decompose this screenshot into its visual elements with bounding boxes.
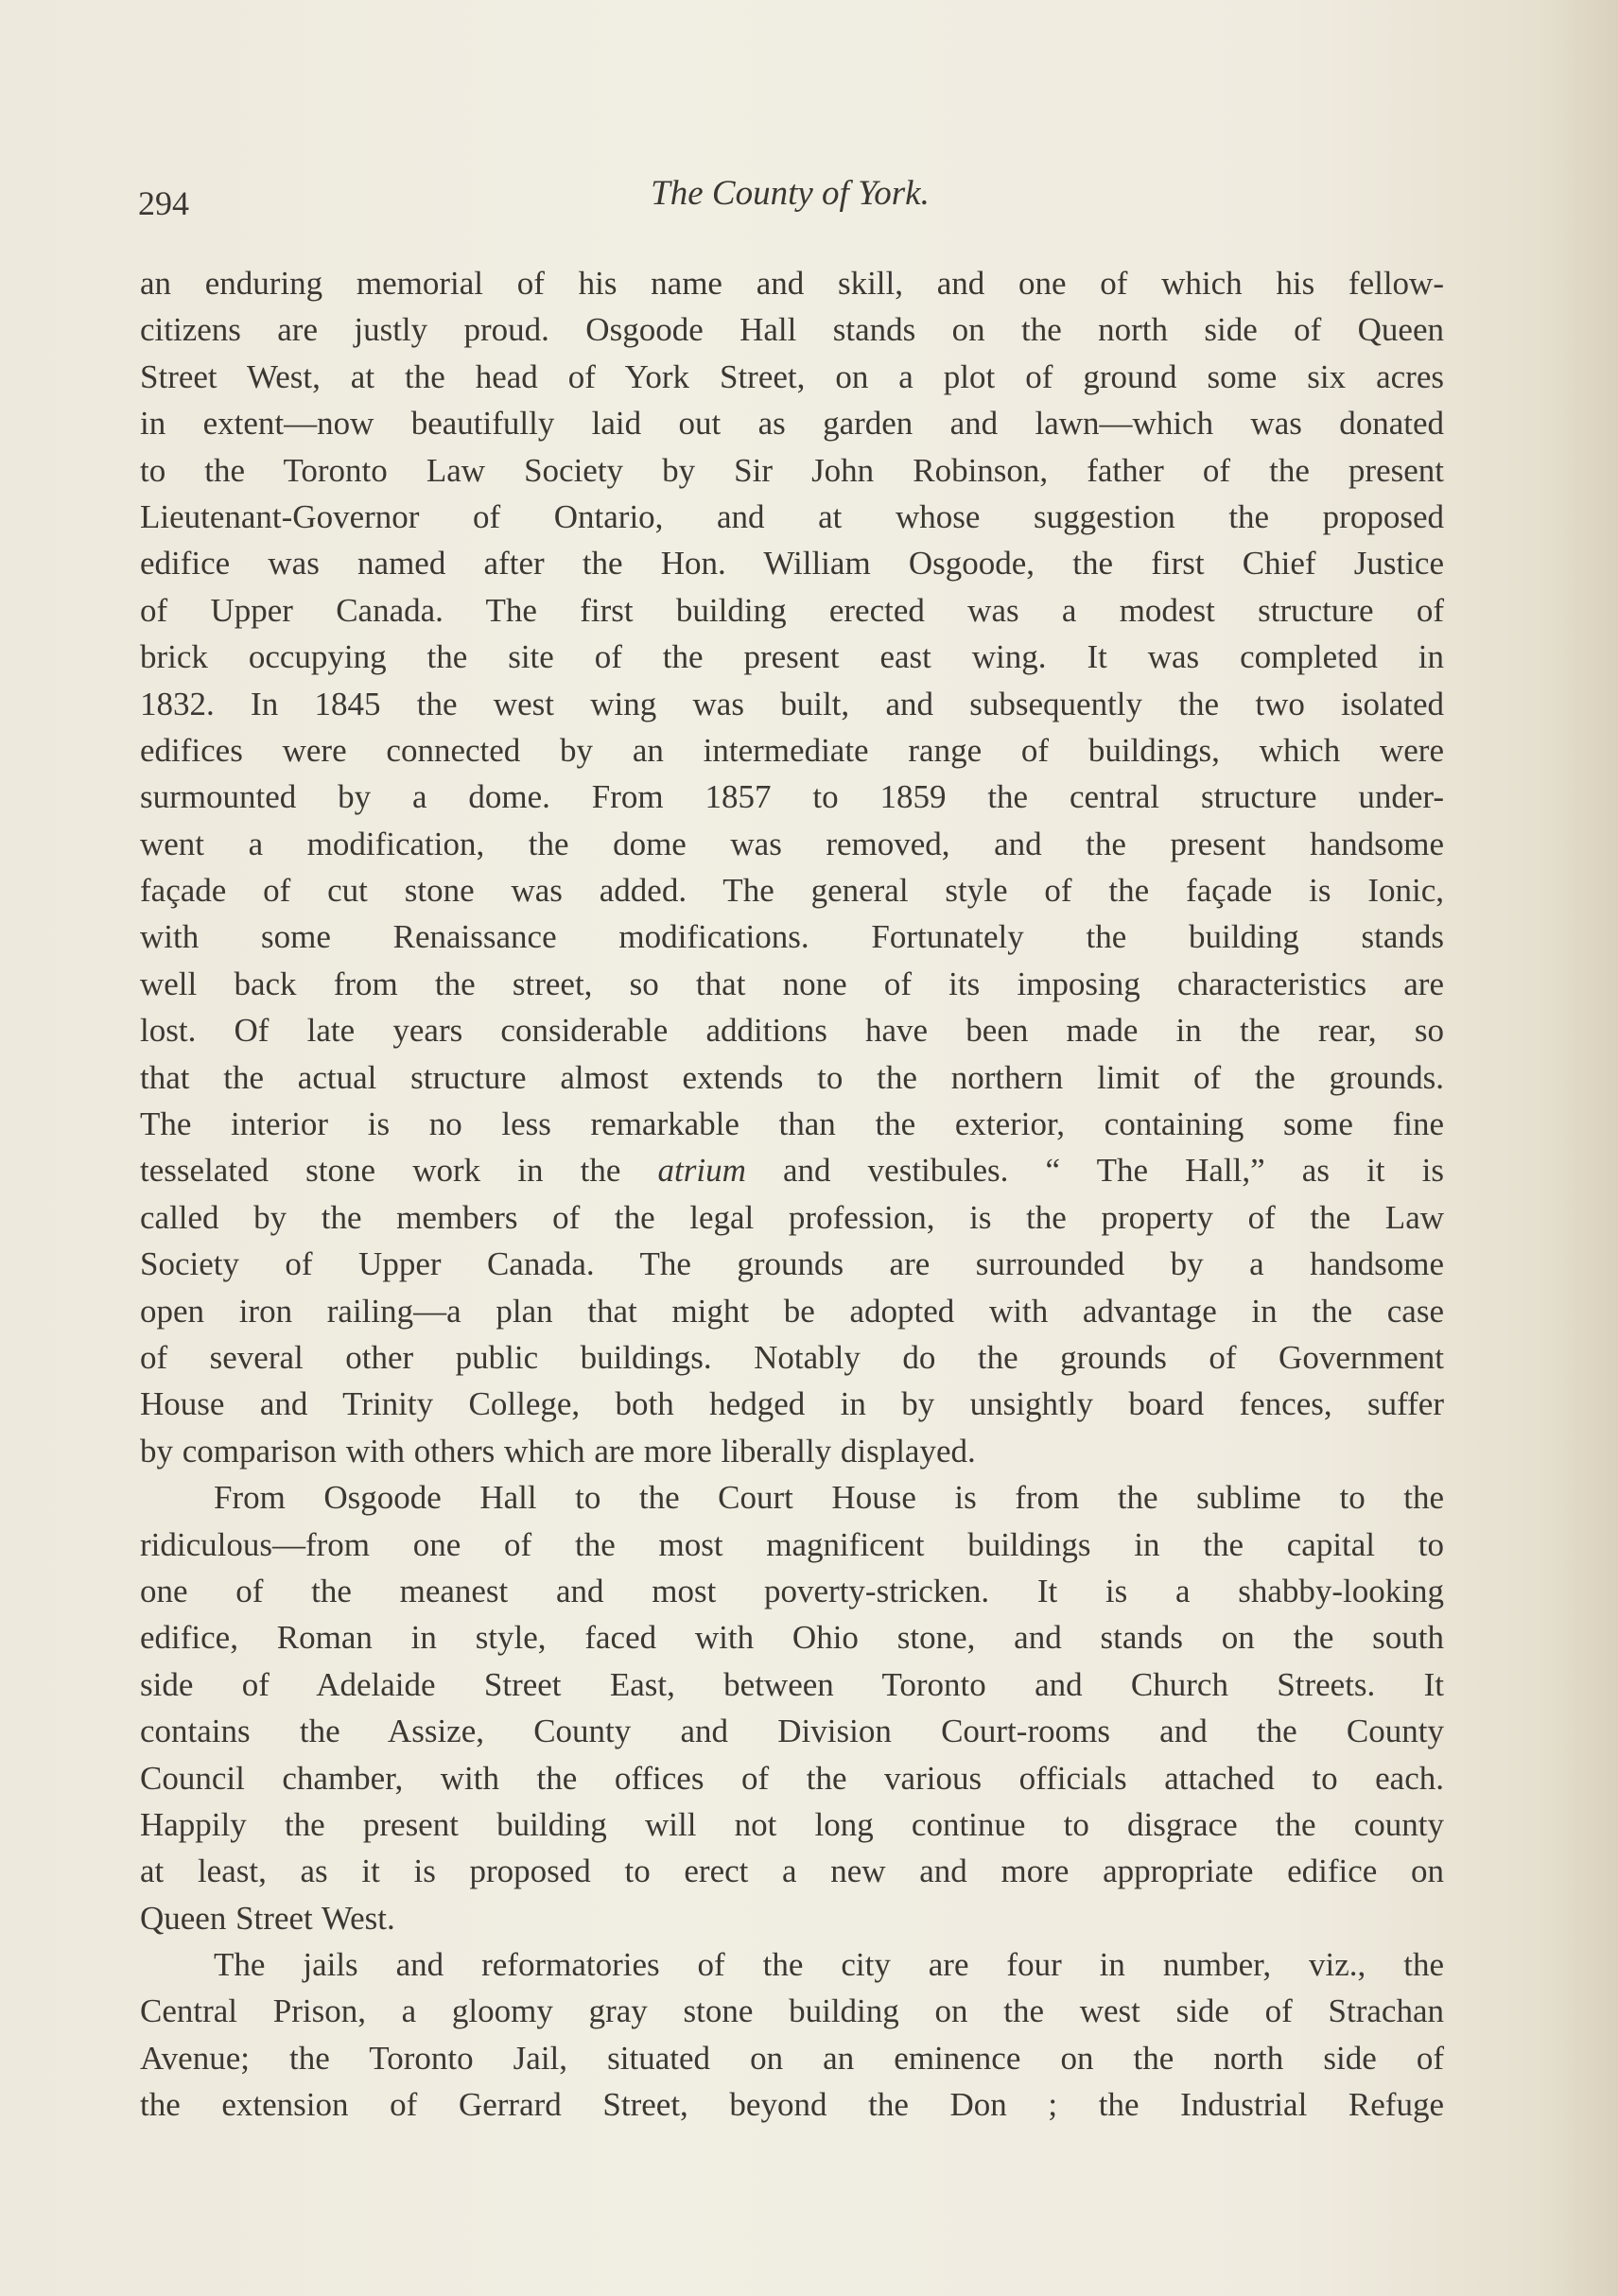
- text-line: Queen Street West.: [140, 1899, 395, 1937]
- text-line: with some Renaissance modifications. Fortunately the building stands: [140, 918, 1444, 956]
- text-line: citizens are justly proud. Osgoode Hall stands on the north side of Queen: [140, 311, 1444, 349]
- text-line: Central Prison, a gloomy gray stone building on the west side of Strachan: [140, 1992, 1444, 2030]
- text-line: of Upper Canada. The first building erected was a modest structure of: [140, 591, 1444, 629]
- text-line: went a modification, the dome was removed, and the present handsome: [140, 825, 1444, 862]
- text-line: an enduring memorial of his name and skill, and one of which his fellow-: [140, 265, 1444, 302]
- text-line: the extension of Gerrard Street, beyond the Don ; the Industrial Refuge: [140, 2086, 1444, 2124]
- text-line: Avenue; the Toronto Jail, situated on an eminence on the north side of: [140, 2039, 1444, 2077]
- text-line: that the actual structure almost extends to the northern limit of the grounds.: [140, 1058, 1444, 1096]
- text-line: Lieutenant-Governor of Ontario, and at whose suggestion the proposed: [140, 497, 1444, 535]
- text-line: 1832. In 1845 the west wing was built, and subsequently the two isolated: [140, 685, 1444, 722]
- text-line: lost. Of late years considerable additions have been made in the rear, so: [140, 1012, 1444, 1050]
- text-line: façade of cut stone was added. The general style of the façade is Ionic,: [140, 872, 1444, 910]
- text-line: contains the Assize, County and Division Court-rooms and the County: [140, 1713, 1444, 1750]
- page-number: 294: [138, 184, 189, 222]
- text-line: Happily the present building will not long continue to disgrace the county: [140, 1805, 1444, 1843]
- text-line: of several other public buildings. Notably do the grounds of Government: [140, 1338, 1444, 1376]
- text-line: open iron railing—a plan that might be adopted with advantage in the case: [140, 1292, 1444, 1330]
- body-text: [140, 260, 1444, 2129]
- text-line: in extent—now beautifully laid out as garden and lawn—which was donated: [140, 405, 1444, 443]
- paragraph: [140, 1941, 1444, 2129]
- text-line: brick occupying the site of the present east wing. It was completed in: [140, 638, 1444, 676]
- text-line: well back from the street, so that none of its imposing characteristics are: [140, 965, 1444, 1002]
- italic-term: atrium: [657, 1152, 746, 1190]
- text-line: Street West, at the head of York Street, on a plot of ground some six acres: [140, 357, 1444, 395]
- text-line: one of the meanest and most poverty-stricken. It is a shabby-looking: [140, 1572, 1444, 1609]
- text-segment: tesselated stone work in the: [140, 1152, 658, 1190]
- paragraph: [140, 1474, 1444, 1941]
- text-line: The interior is no less remarkable than the exterior, containing some fine: [140, 1105, 1444, 1143]
- text-line: From Osgoode Hall to the Court House is from the sublime to the: [214, 1479, 1444, 1517]
- text-line: edifice was named after the Hon. William Osgoode, the first Chief Justice: [140, 545, 1444, 583]
- text-line: by comparison with others which are more liberally displayed.: [140, 1432, 976, 1470]
- text-line: House and Trinity College, both hedged in by unsightly board fences, suffer: [140, 1385, 1444, 1423]
- text-line: edifice, Roman in style, faced with Ohio stone, and stands on the south: [140, 1619, 1444, 1657]
- paragraph: [140, 260, 1444, 1474]
- text-line: side of Adelaide Street East, between Toronto and Church Streets. It: [140, 1665, 1444, 1703]
- text-line: The jails and reformatories of the city are four in number, viz., the: [214, 1946, 1444, 1984]
- text-line: ridiculous—from one of the most magnificent buildings in the capital to: [140, 1525, 1444, 1563]
- text-line: called by the members of the legal profession, is the property of the Law: [140, 1198, 1444, 1236]
- text-line: edifices were connected by an intermediate range of buildings, which were: [140, 731, 1444, 769]
- text-segment: and vestibules. “ The Hall,” as it is: [745, 1152, 1444, 1190]
- text-line: at least, as it is proposed to erect a new and more appropriate edifice on: [140, 1852, 1444, 1890]
- text-line: surmounted by a dome. From 1857 to 1859 the central structure under-: [140, 778, 1444, 816]
- text-line: Council chamber, with the offices of the various officials attached to each.: [140, 1759, 1444, 1797]
- running-title: [0, 170, 1618, 217]
- text-line: to the Toronto Law Society by Sir John Robinson, father of the present: [140, 451, 1444, 489]
- text-line: [140, 1147, 1444, 1193]
- text-line: Society of Upper Canada. The grounds are surrounded by a handsome: [140, 1245, 1444, 1283]
- running-title-text: The County of York.: [651, 174, 930, 213]
